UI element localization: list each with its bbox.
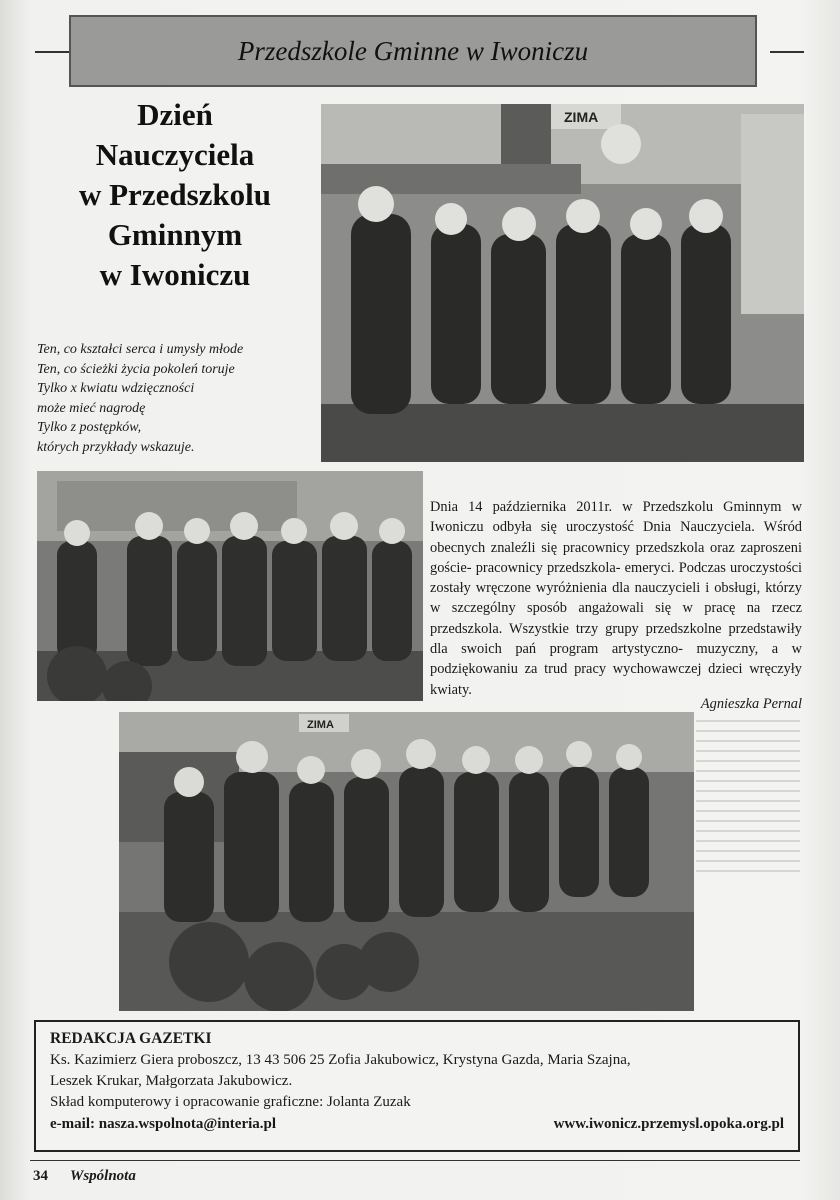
header-rule-right <box>770 51 804 53</box>
article-headline <box>44 95 306 295</box>
poem <box>37 340 307 457</box>
credits-line: Leszek Krukar, Małgorzata Jakubowicz. <box>50 1073 293 1089</box>
bleed-through-text <box>696 712 800 1012</box>
footer-rule <box>30 1160 800 1161</box>
photo-children-with-teacher <box>321 104 804 462</box>
headline-line: Dzień <box>137 97 213 132</box>
headline-line: Gminnym <box>107 217 243 252</box>
credits-line: Skład komputerowy i opracowanie graficzne: Jolanta Zuzak <box>50 1094 411 1110</box>
credits-title: REDAKCJA GAZETKI <box>50 1030 212 1047</box>
poem-line: Ten, co ścieżki życia pokoleń toruje <box>37 361 235 377</box>
credits-line: Ks. Kazimierz Giera proboszcz, 13 43 506 25 Zofia Jakubowicz, Krystyna Gazda, Maria Szajna, <box>50 1052 631 1068</box>
magazine-name: Wspólnota <box>70 1168 136 1184</box>
poem-line: Ten, co kształci serca i umysły młode <box>37 342 244 357</box>
section-title: Przedszkole Gminne w Iwoniczu <box>237 35 589 66</box>
photo-children-performance <box>119 712 694 1011</box>
section-banner <box>69 15 757 87</box>
article-author: Agnieszka Pernal <box>700 696 802 712</box>
headline-line: w Przedszkolu <box>78 177 271 212</box>
editorial-credits-box <box>34 1020 800 1152</box>
poem-line: Tylko x kwiatu wdzięczności <box>37 381 195 396</box>
photo3-sign: ZIMA <box>307 719 334 731</box>
article-text: Dnia 14 października 2011r. w Przedszkolu Gminnym w Iwoniczu odbyła się uroczystość Dnia Nauczyciela. Wśród obecnych znaleźli się pracownicy przedszkola oraz zaproszeni goście- pracownicy przedszkola- emeryci. Podczas uroczystości zostały wręczone wyróżnienia dla nauczycieli i obsługi, którzy w szczególny sposób angażowali się w pracę na rzecz przedszkola. Wszystkie trzy grupy przedszkolne przedstawiły dla swoich pań program artystyczno- muzyczny, a w podziękowaniu za trud pracy wychowawczej dzieci wręczyły kwiaty. <box>430 499 802 698</box>
poem-line: może mieć nagrodę <box>37 400 146 416</box>
header-rule-left <box>35 51 69 53</box>
photo1-sign: ZIMA <box>564 109 599 125</box>
headline-line: Nauczyciela <box>95 137 255 172</box>
poem-line: Tylko z postępków, <box>37 420 142 435</box>
photo-children-group <box>37 471 423 701</box>
article-body <box>430 497 802 700</box>
headline-line: w Iwoniczu <box>99 257 251 292</box>
poem-line: których przykłady wskazuje. <box>37 439 195 455</box>
page-number: 34 <box>33 1168 48 1184</box>
credits-website-link[interactable]: www.iwonicz.przemysl.opoka.org.pl <box>553 1116 784 1132</box>
credits-email[interactable]: e-mail: nasza.wspolnota@interia.pl <box>50 1116 277 1132</box>
page-footer <box>33 1168 136 1185</box>
